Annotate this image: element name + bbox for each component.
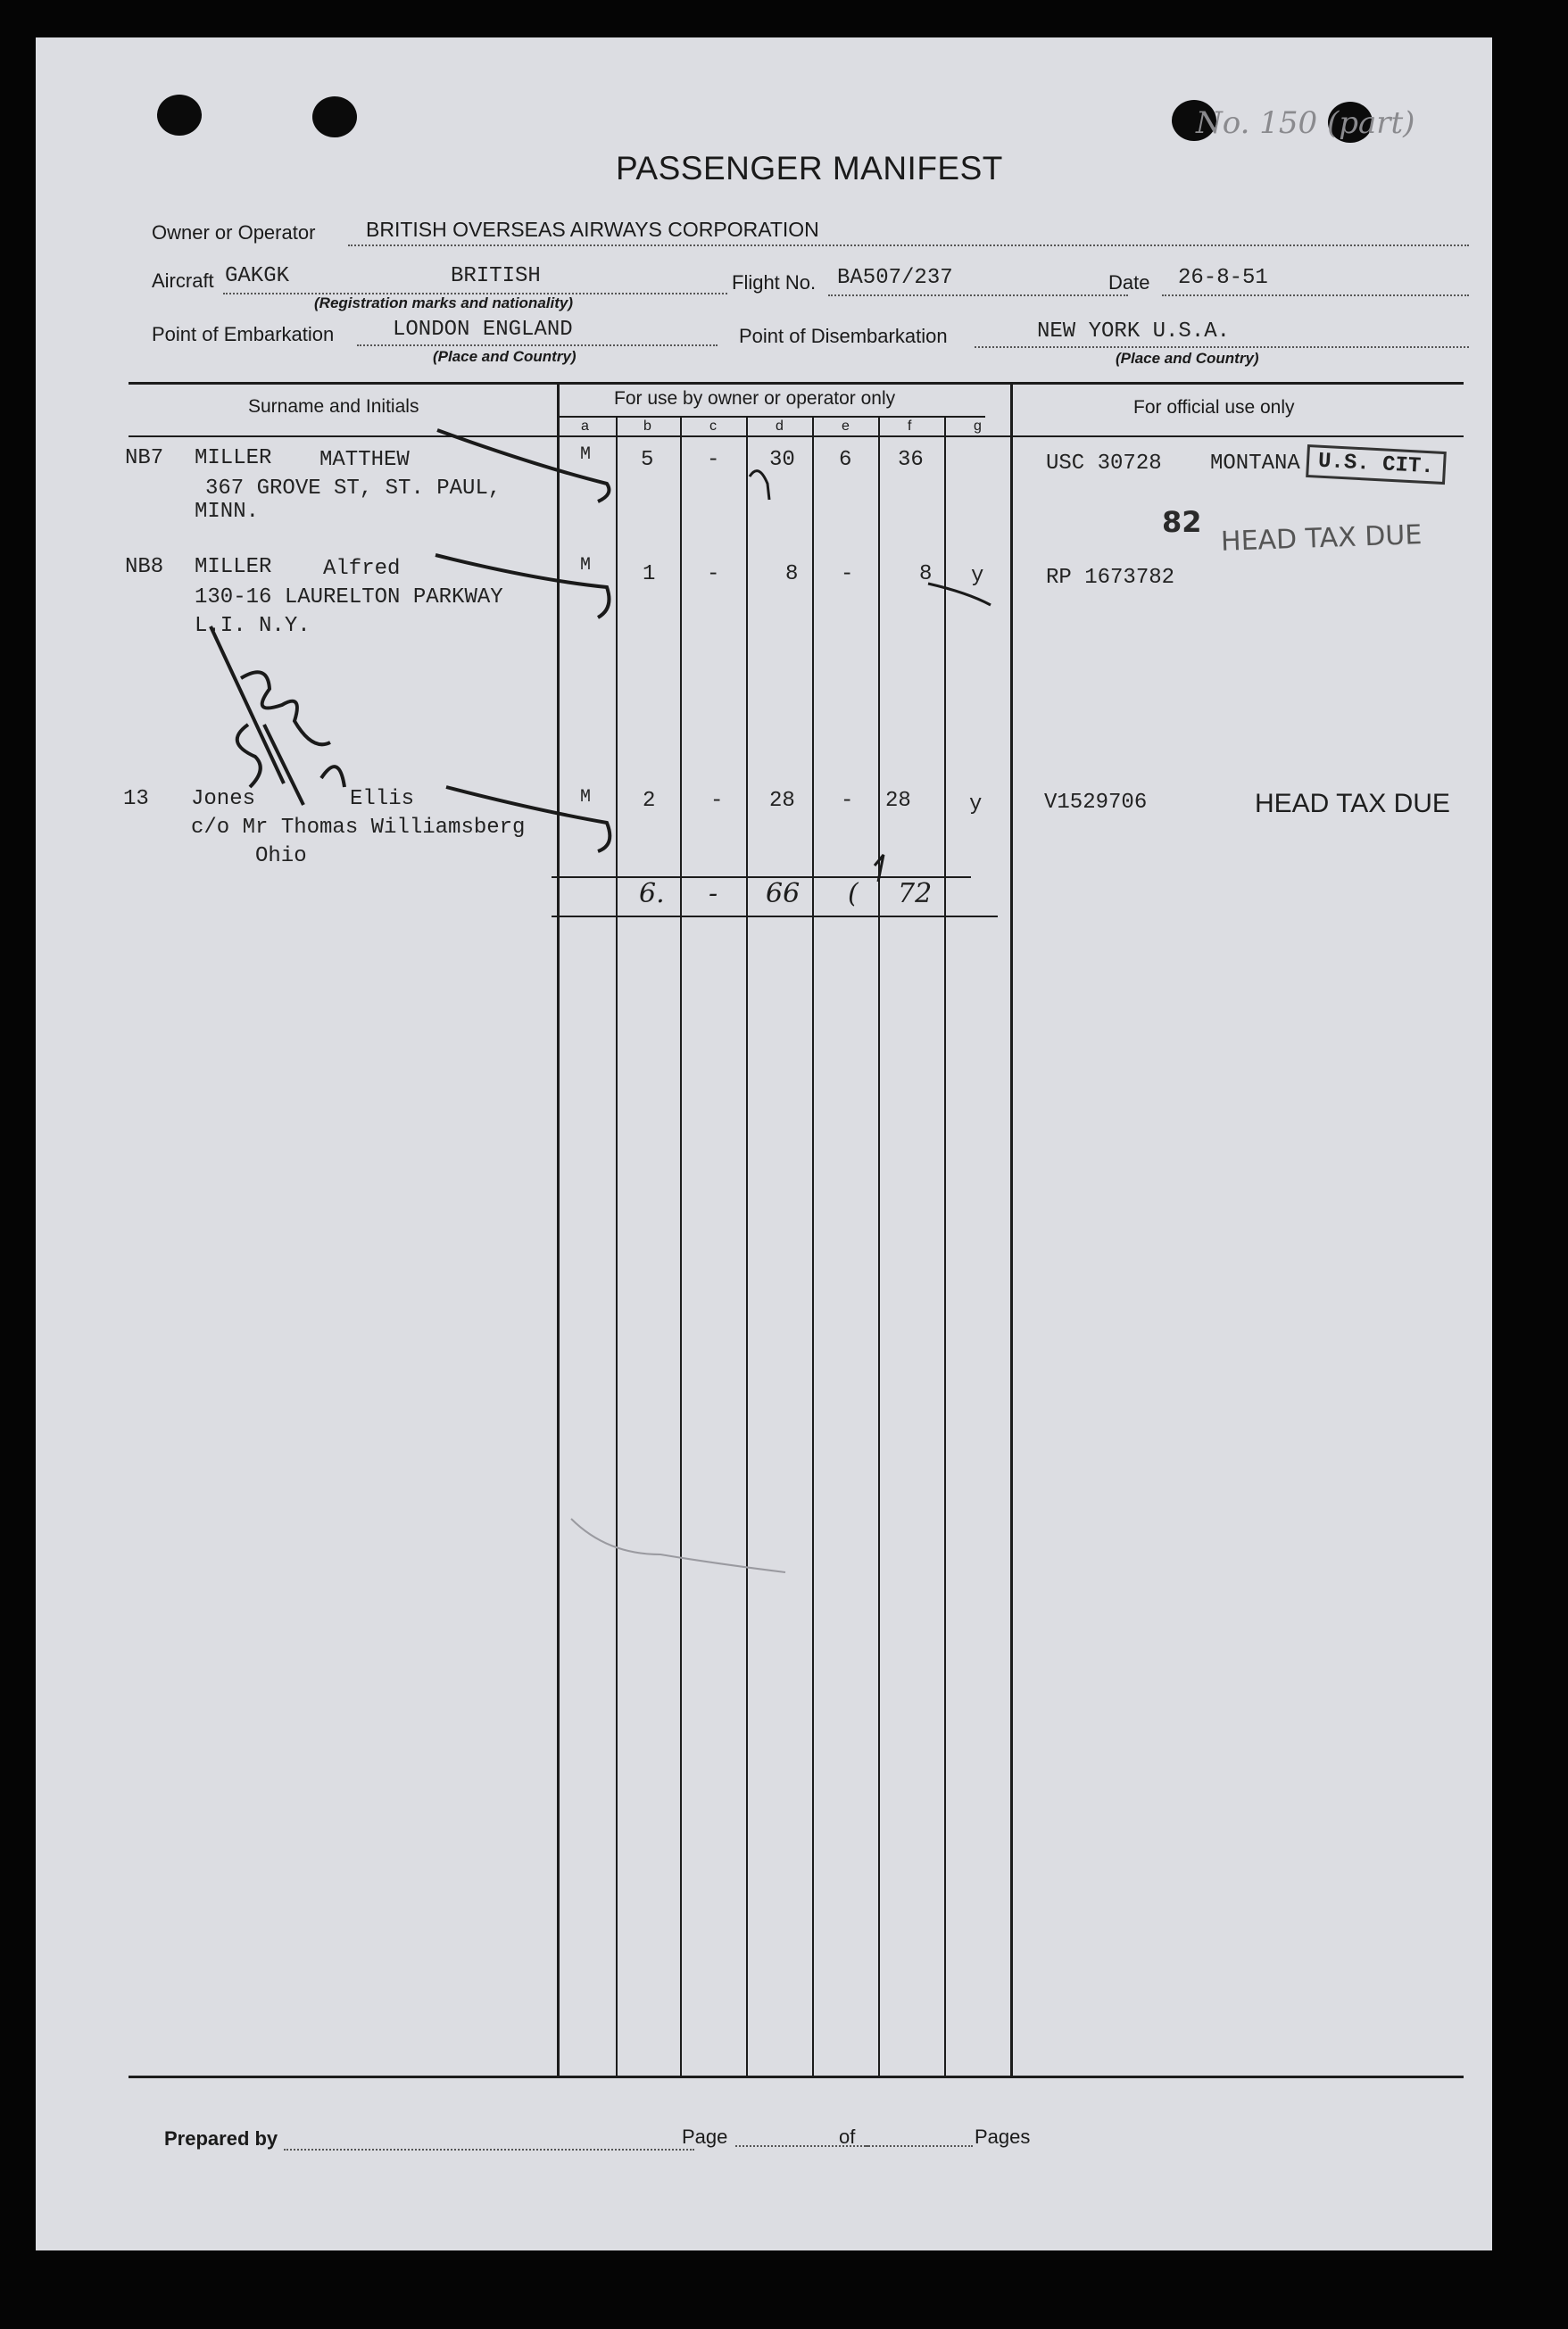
disembark-sub: (Place and Country) (1116, 350, 1259, 367)
total-b: 6. (639, 878, 665, 909)
tax-stamp: HEAD TAX DUE (1255, 789, 1450, 818)
embark-value: LONDON ENGLAND (393, 318, 573, 342)
citizenship-stamp: U.S. CIT. (1306, 444, 1446, 485)
cell-d: 28 (769, 789, 795, 813)
subcol-e: e (842, 419, 850, 434)
row-address: MINN. (195, 500, 260, 524)
cell-a: M (580, 444, 592, 465)
col-official-header: For official use only (1133, 397, 1295, 418)
pages-label: Pages (975, 2126, 1031, 2148)
row-number: 13 (123, 787, 149, 811)
embark-sub: (Place and Country) (433, 348, 577, 365)
date-label: Date (1108, 271, 1150, 294)
owner-label: Owner or Operator (152, 221, 316, 244)
cell-f: 36 (898, 448, 924, 472)
total-e: ( (848, 878, 859, 909)
official-entry: V1529706 (1044, 791, 1148, 815)
official-entry: USC 30728 (1046, 452, 1162, 476)
nationality-value: BRITISH (451, 264, 541, 288)
of-line (866, 2145, 973, 2147)
row-surname: Jones (191, 787, 256, 811)
cell-e: - (841, 562, 854, 586)
aircraft-sub: (Registration marks and nationality) (314, 294, 573, 311)
subcol-c: c (709, 419, 717, 434)
col-name-header: Surname and Initials (248, 396, 419, 417)
row-address: c/o Mr Thomas Williamsberg (191, 816, 526, 840)
cell-g: y (969, 792, 983, 816)
cell-b: 2 (643, 789, 656, 813)
passenger-signature (211, 626, 344, 805)
handwriting-strokes (36, 37, 1492, 2250)
row-number: NB7 (125, 446, 164, 470)
cell-g: y (971, 564, 984, 588)
total-d: 66 (766, 878, 801, 909)
of-label: of (839, 2126, 856, 2148)
row-surname: MILLER (195, 446, 272, 470)
corner-note: No. 150 (part) (1196, 105, 1415, 141)
prepared-label: Prepared by (164, 2127, 278, 2150)
row-address: 367 GROVE ST, ST. PAUL, (205, 477, 502, 501)
page-label: Page (682, 2126, 728, 2148)
date-value: 26-8-51 (1178, 266, 1268, 290)
cell-b: 1 (643, 562, 656, 586)
cell-e: - (841, 789, 854, 813)
row-address: 130-16 LAURELTON PARKWAY (195, 585, 503, 609)
official-entry: RP 1673782 (1046, 566, 1175, 590)
subcol-d: d (776, 419, 784, 434)
total-c: - (709, 878, 718, 909)
disembark-value: NEW YORK U.S.A. (1037, 319, 1231, 344)
cell-f: 28 (885, 789, 911, 813)
tax-stamp: HEAD TAX DUE (1220, 519, 1423, 558)
col-operator-header: For use by owner or operator only (614, 388, 896, 409)
cell-e: 6 (839, 448, 852, 472)
aircraft-label: Aircraft (152, 269, 214, 292)
flight-value: BA507/237 (837, 266, 953, 290)
disembark-label: Point of Disembarkation (739, 325, 948, 347)
subcol-f: f (908, 419, 912, 434)
cell-c: - (707, 562, 720, 586)
row-address: L.I. N.Y. (195, 614, 311, 638)
subcol-b: b (643, 419, 651, 434)
owner-value: BRITISH OVERSEAS AIRWAYS CORPORATION (366, 218, 819, 241)
cell-c: - (707, 448, 720, 472)
prepared-line (284, 2149, 694, 2151)
total-f: 72 (898, 878, 933, 909)
official-entry-2: MONTANA (1210, 452, 1300, 476)
aircraft-value: GAKGK (225, 264, 290, 288)
page-title: PASSENGER MANIFEST (616, 150, 1003, 186)
subcol-a: a (581, 419, 589, 434)
cell-d: 30 (769, 448, 795, 472)
cell-c: - (710, 789, 724, 813)
flight-label: Flight No. (732, 271, 817, 294)
manifest-sheet (36, 37, 1492, 2250)
subcol-g: g (974, 419, 982, 434)
row-given-name: MATTHEW (319, 448, 410, 472)
row-given-name: Ellis (350, 787, 415, 811)
cell-b: 5 (641, 448, 654, 472)
cell-a: M (580, 787, 592, 808)
row-surname: MILLER (195, 555, 272, 579)
cell-a: M (580, 555, 592, 576)
row-address: Ohio (255, 844, 307, 868)
row-number: NB8 (125, 555, 164, 579)
cell-d: 8 (785, 562, 799, 586)
row-given-name: Alfred (323, 557, 401, 581)
embark-label: Point of Embarkation (152, 323, 335, 345)
row-mark: 82 (1162, 505, 1202, 539)
cell-f: 8 (919, 562, 933, 586)
